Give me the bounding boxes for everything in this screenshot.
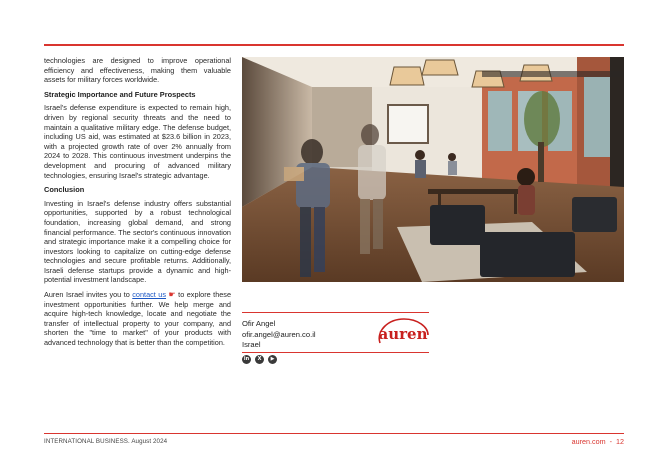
footer-page-info [572, 437, 624, 446]
call-to-action-paragraph [44, 290, 231, 348]
conclusion-paragraph: Investing in Israel's defense industry offers substantial opportunities, supported by a robust technological foundation, increasing global demand, and strong financial performance. The sector's continuous innovation and strategic importance make it a compelling choice for investors looking to capitalize on cutting-edge defense technologies and secure profitable returns. Additionally, Israeli defense startups provide a dynamic and high-potential investment landscape. [44, 198, 231, 285]
contact-card [242, 319, 316, 351]
page-number: 12 [616, 437, 624, 446]
footer-divider [44, 433, 624, 434]
contact-country: Israel [242, 340, 261, 349]
contact-divider-bottom [242, 352, 429, 353]
section-paragraph: Israel's defense expenditure is expected to remain high, driven by regional security threats and the need to maintain a qualitative military edge. The defense budget, including US aid, was estimated at $23.6 billion in 2023, with a projected growth rate of over 2% annually from 2024 to 2028. This continuous investment underpins the development and procuring of advanced military technologies, ensuring Israel's strategic advantage. [44, 103, 231, 180]
intro-paragraph: technologies are designed to improve operational efficiency and effectiveness, making them valuable assets for military forces worldwide. [44, 56, 231, 85]
office-photo [242, 57, 624, 282]
article-column [44, 56, 231, 353]
conclusion-heading: Conclusion [44, 185, 85, 195]
cta-text-after: to explore these investment opportunities further. We help merge and acquire high-tech knowledge, locate and negotiate the transfer of intellectual property to your company, and shorten the "time to market" of your products with advanced technology that is better than the competition. [44, 290, 232, 348]
section-heading: Strategic Importance and Future Prospects [44, 89, 196, 99]
cta-text-before: Auren Israel invites you to [44, 290, 133, 300]
contact-email[interactable]: ofir.angel@auren.co.il [242, 329, 316, 339]
social-links [242, 355, 277, 364]
footer-separator: - [609, 437, 612, 446]
pointing-hand-icon: ☛ [168, 290, 176, 300]
contact-us-link[interactable]: contact us [132, 290, 167, 300]
auren-logo [374, 313, 430, 353]
top-divider [44, 44, 624, 46]
contact-name: Ofir Angel [242, 319, 276, 328]
x-icon[interactable]: X [255, 355, 264, 364]
linkedin-icon[interactable]: in [243, 356, 250, 362]
footer-site-link[interactable]: auren.com [571, 437, 606, 446]
youtube-icon[interactable]: ▶ [268, 355, 277, 364]
footer-publication: INTERNATIONAL BUSINESS. August 2024 [44, 438, 168, 445]
svg-text:auren: auren [378, 325, 428, 343]
